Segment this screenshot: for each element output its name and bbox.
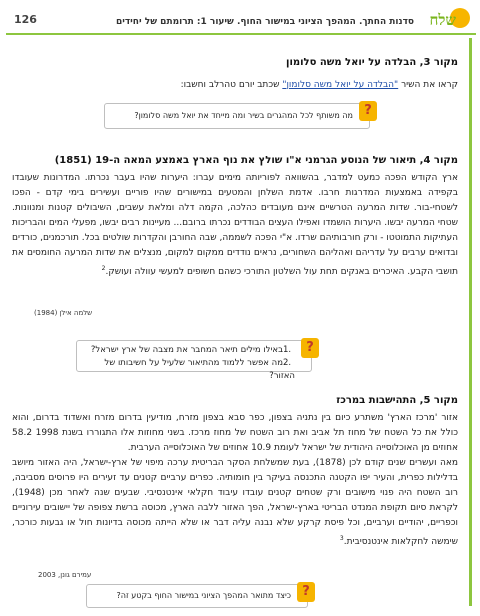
question-icon: ? xyxy=(297,582,315,602)
question-icon: ? xyxy=(301,338,319,358)
question-box-5 xyxy=(86,584,308,608)
source-4-citation: שלמה אילן (1984) xyxy=(34,309,93,317)
source-5 xyxy=(12,394,458,550)
source-3-intro: קראו את השיר "הבלדה על יואל משה סלומון" שכתב יורם טהרלב וחשבו: xyxy=(180,80,458,90)
question-box-3 xyxy=(104,103,370,129)
question-text: מה משותף לכל המהגרים בשיר ומה מייחד את יואל משה סלומון? xyxy=(134,111,353,120)
source-5-title: מקור 5, התהישבות במרכז xyxy=(336,395,458,406)
source-4 xyxy=(12,154,458,280)
page-header xyxy=(6,6,476,36)
header-divider xyxy=(6,33,476,35)
source-5-para-1: אזור 'מרכז הארץ' משתרע כיום בין נתניה בצפון, כפר סבא בצפון מזרח, מודיעין בדרום מזרח ואשדוד בדרום, והוא כולל את כל השטח של מחוז תל אביב ואת רוב השטח של מחוז מרכז. בשני מחוזות אלו התגוררו בשנת 1998 58.2 אחוזים מן האוכלוסייה היהודית של ישראל לעומת 10.9 אחוזים של האוכלוסייה הערבית. xyxy=(12,413,458,453)
source-4-title: מקור 4, תיאור של הנוסע הגרמני א"ו שולץ את נוף הארץ באמצע המאה ה-19 (1851) xyxy=(54,155,458,166)
source-5-para-2: מאה ועשרים שנים קודם לכן (1878), בעת שמשלחת הסקר הבריטית ערכה מיפוי של ארץ-ישראל, היה האזור מיושב בדלילות כפרית, והעיר יפו הקטנה התכנסה בעיקר בין חומותיה. כפרים ערביים קטנים עד זעירים היו פרוסים מסביבה, רוב השטח היה פנוי מישובים ורק שטחים קטנים עובדו עיבוד חקלאי אינטנסיבי. שבעים שנה לאחר מכן (1948), לקראת סיום תקופת המנדט הבריטי בארץ-ישראל, הפך האזור ללבה הארץ, מכוסה ברשת צפופה של יישובים עירוניים וכפריים, יהודיים וערביים, וכל פיסת קרקע שלא נבנה עליה דבר או שלא הייתה מכוסה בדיונות חול או גבעות כורכר, שימשה לחקלאות אינטנסיבית.$^3$ xyxy=(12,458,459,547)
source-4-body: ארץ הקודש הפכה כמעט למדבר, בהשוואה לפוריותה מימים עברו: היערות שהיו בעבר נכרתו. המדרונות שעובדו בקפידה באמצעות המדרגות חרבו. אדמת השלחן והמטעים במישורים שהיו פוריים ועשירים בימי קדם - הפכו לשטחי-בור. שדות המרעה הטרשיים אינם מעובדים כהלכה, הקמה דלה ומלאת עשבים, השיבולים קטנות ומנוונות. שטחי המרעה יבשו. היערות הושמדו ואפילו העצים הבודדים נכרתו ברובם... מעיינות רבים יבשו, מפעלי המים והבריכות העתיקות התמוטטו - ורק חורבותיהם שרדו. א"י הפכה לשממה, שבה החורבן והקדרות שולטים בכל. תורכמנים, כורדים ובדואים ערבים על עדריהם ואהליהם השחורים, נראים נודדים ממקום למקום, מנצלים את שדות המרעה החומסים את תושבי הקבע. האיכרים באנקים תחת עול השלטון התורכי כשהם חשופים למעשי עוולה ועושק.$^2$ xyxy=(12,173,458,277)
header-title: סדנות החתך. המהפך הציוני במישור החוף. שיעור 1: תרומתם של יחידים xyxy=(115,17,414,27)
source-5-citation: עמירם גונן, 2003 xyxy=(38,571,92,579)
logo-text: שלח xyxy=(429,11,456,29)
source-3 xyxy=(12,56,458,93)
source-3-title: מקור 3, הבלדה על יואל משה סלומון xyxy=(286,57,458,68)
question-text: כיצד מתואר המהפך הציוני במישור החוף בקטע זה? xyxy=(116,591,291,600)
question-icon: ? xyxy=(359,101,377,121)
question-box-4 xyxy=(76,340,314,381)
list-item: 2.מה אפשר ללמוד מהתיאור שלעיל על חשיבותו של האזור? xyxy=(104,358,295,381)
ballad-link[interactable]: "הבלדה על יואל משה סלומון" xyxy=(282,80,399,90)
list-item: 1.באילו מילים תיאר המחבר את מצבה של ארץ ישראל? xyxy=(90,345,292,355)
side-rule xyxy=(469,38,472,606)
logo xyxy=(418,8,470,32)
question-list xyxy=(77,344,295,383)
page-number: 126 xyxy=(14,13,37,26)
